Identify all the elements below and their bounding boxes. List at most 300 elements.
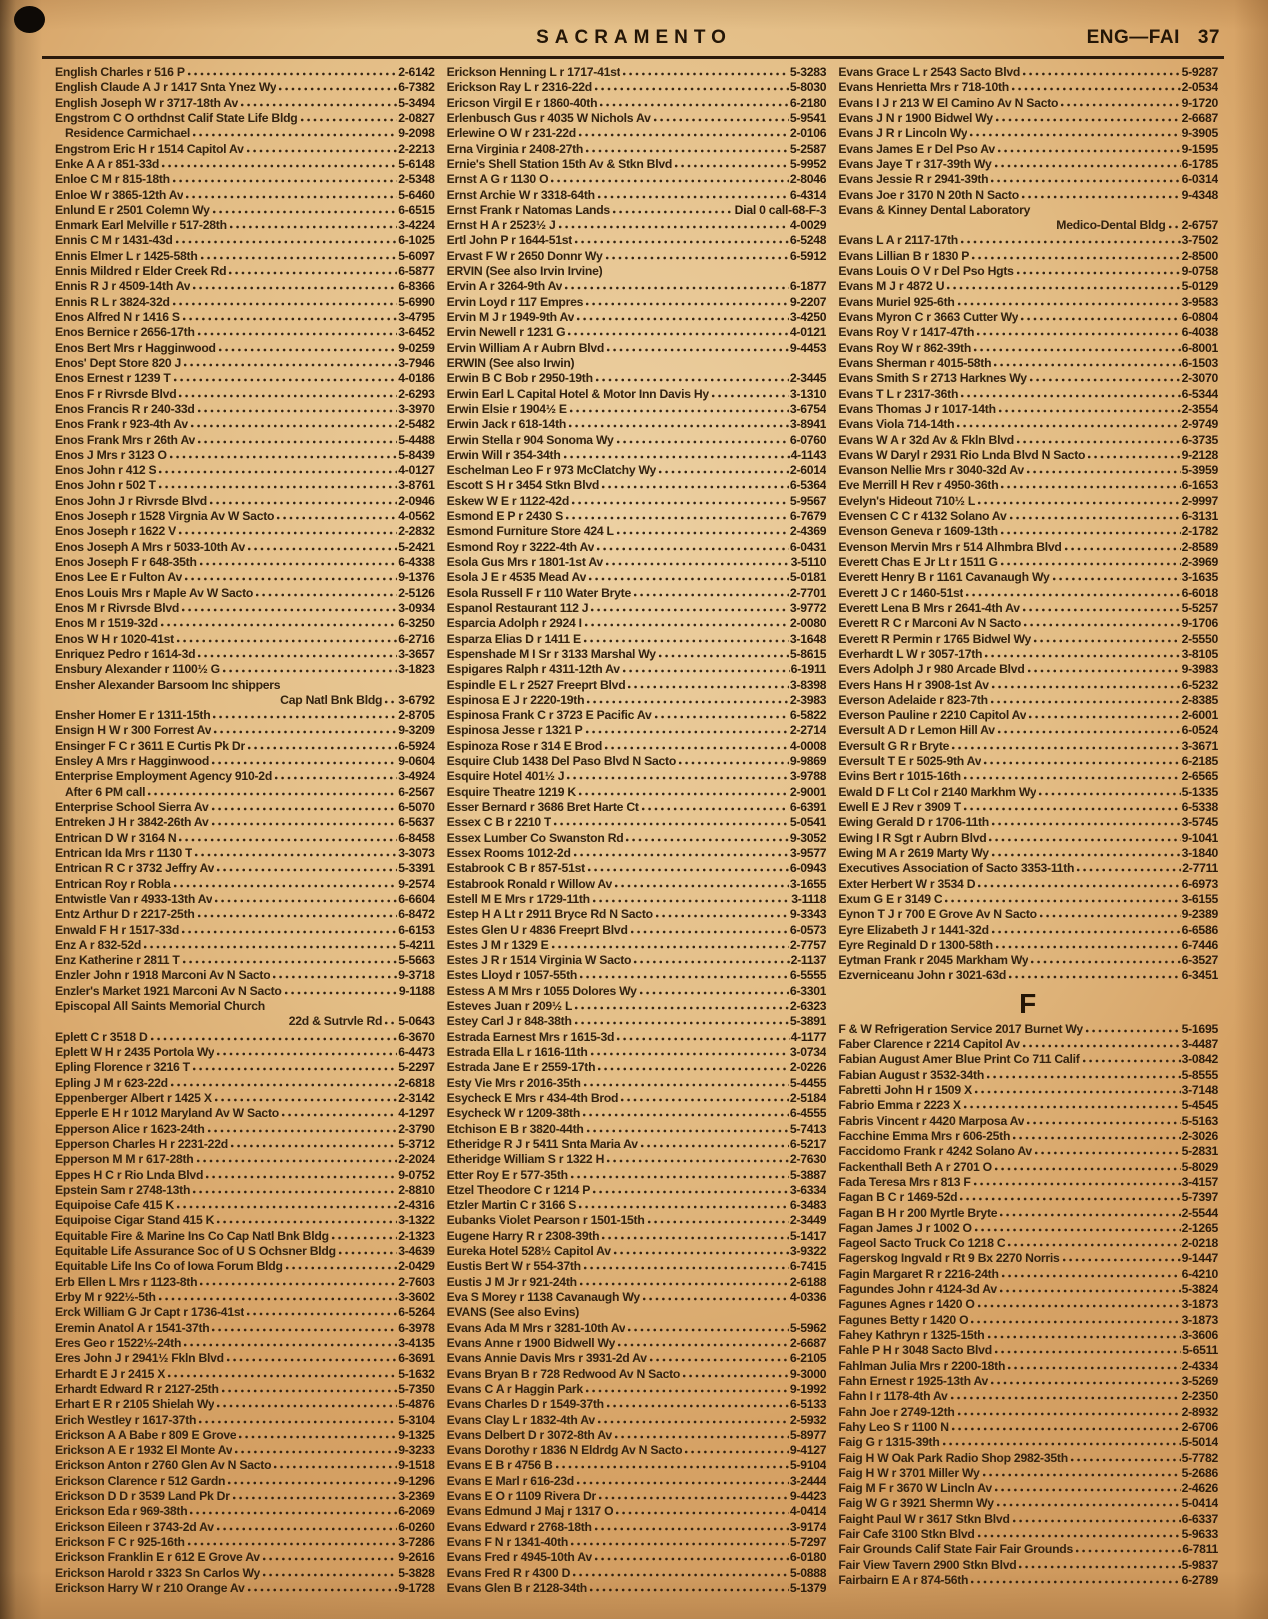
- entry-name: Espinosa Frank C r 3723 E Pacific Av: [446, 708, 652, 723]
- dot-leader: [983, 648, 1180, 658]
- directory-entry: [838, 586, 1218, 601]
- entry-name: Ewell E J Rev r 3909 T: [838, 800, 961, 814]
- dot-leader: [1006, 1360, 1180, 1370]
- entry-name: Eve Merrill H Rev r 4950-36th: [838, 478, 999, 493]
- entry-name: Espinosa E J r 2220-19th: [446, 692, 585, 707]
- entry-number: 5-4876: [398, 1397, 435, 1412]
- dot-leader: [596, 1061, 789, 1071]
- dot-leader: [596, 189, 789, 199]
- directory-entry: [447, 892, 827, 907]
- dot-leader: [976, 495, 1181, 505]
- entry-name: Essex C B r 2210 T: [446, 815, 552, 830]
- entry-name: Erlenbusch Gus r 4035 W Nichols Av: [446, 110, 651, 125]
- dot-leader: [976, 1298, 1181, 1308]
- entry-number: 2-0429: [398, 1259, 435, 1274]
- dot-leader: [166, 1368, 397, 1378]
- dot-leader: [1059, 97, 1180, 107]
- dot-leader: [945, 280, 1180, 290]
- entry-number: 3-4924: [398, 769, 435, 784]
- entry-name: Erwin Earl L Capital Hotel & Motor Inn Davis Hy: [446, 386, 709, 401]
- entry-number: 3-5110: [790, 555, 827, 569]
- entry-number: 2-8589: [1181, 539, 1219, 554]
- entry-name: Entwistle Van r 4933-13th Av: [55, 891, 213, 906]
- entry-name: Evans F N r 1341-40th: [446, 1535, 569, 1549]
- entry-number: 5-2297: [398, 1060, 435, 1075]
- directory-entry: [838, 310, 1218, 325]
- directory-entry: [447, 387, 827, 402]
- entry-number: 5-4455: [789, 1075, 827, 1090]
- entry-name: Evans Muriel 925-6th: [838, 294, 955, 309]
- dot-leader: [233, 1444, 397, 1454]
- entry-number: 6-5217: [789, 1136, 827, 1151]
- directory-entry: [55, 968, 435, 983]
- entry-name: Epperson Alice r 1623-24th: [55, 1121, 205, 1136]
- dot-leader: [175, 1199, 397, 1209]
- entry-number: 2-6565: [1181, 769, 1219, 784]
- directory-entry: [55, 1504, 435, 1519]
- dot-leader: [593, 81, 789, 91]
- entry-number: 9-1595: [1181, 141, 1219, 156]
- directory-entry: [838, 1206, 1218, 1221]
- column-2: [447, 65, 827, 1601]
- entry-name: Entz Arthur D r 2217-25th: [55, 907, 195, 922]
- dot-leader: [299, 112, 398, 122]
- directory-entry: [838, 172, 1218, 187]
- directory-entry: [55, 1413, 435, 1428]
- dot-leader: [648, 1352, 789, 1362]
- entry-number: 2-3790: [398, 1121, 435, 1136]
- directory-entry: [447, 831, 827, 846]
- directory-entry: [838, 1160, 1218, 1175]
- entry-name: Enos Joseph r 1528 Virgnia Av W Sacto: [55, 509, 275, 524]
- entry-number: 6-4473: [398, 1045, 435, 1059]
- directory-entry: [55, 846, 435, 861]
- directory-entry: [447, 417, 827, 432]
- entry-number: 5-1695: [1181, 1021, 1219, 1036]
- entry-number: 5-3391: [398, 861, 435, 876]
- entry-name: Ensinger F C r 3611 E Curtis Pk Dr: [55, 738, 245, 753]
- dot-leader: [554, 1459, 789, 1469]
- dot-leader: [989, 694, 1181, 704]
- dot-leader: [552, 816, 789, 826]
- entry-name: Enos John r 502 T: [55, 478, 156, 493]
- dot-leader: [598, 97, 789, 107]
- entry-number: 3-9577: [789, 845, 827, 860]
- entry-name: Facchine Emma Mrs r 606-25th: [838, 1128, 1011, 1143]
- entry-number: 5-4488: [398, 432, 435, 447]
- directory-entry: [838, 203, 1218, 218]
- entry-number: 5-6097: [398, 248, 435, 263]
- dot-leader: [1027, 709, 1180, 719]
- entry-number: 5-3283: [789, 65, 827, 79]
- entry-name: Enos Bernice r 2656-17th: [55, 325, 195, 340]
- dot-leader: [193, 847, 397, 857]
- entry-number: 6-5232: [1181, 677, 1219, 692]
- dot-leader: [149, 1031, 398, 1041]
- directory-entry: [838, 279, 1218, 294]
- dot-leader: [941, 1436, 1181, 1446]
- directory-entry: [55, 1550, 435, 1565]
- directory-entry: [447, 1397, 827, 1412]
- entry-name: Ennis Mildred r Elder Creek Rd: [55, 264, 227, 279]
- dot-leader: [177, 832, 397, 842]
- entry-number: 2-5932: [789, 1412, 827, 1427]
- entry-number: 5-9633: [1181, 1527, 1219, 1542]
- directory-entry: [55, 831, 435, 846]
- entry-name: Erickson Harry W r 210 Orange Av: [55, 1580, 245, 1595]
- directory-entry: [447, 1489, 827, 1504]
- dot-leader: [646, 1214, 789, 1224]
- dot-leader: [577, 786, 789, 796]
- directory-entry: [447, 1305, 827, 1320]
- dot-leader: [226, 1475, 397, 1485]
- entry-name: Estell M E Mrs r 1729-11th: [446, 891, 590, 906]
- entry-number: 3-9322: [789, 1244, 827, 1259]
- dot-leader: [246, 1582, 398, 1592]
- entry-name: Evans I J r 213 W El Camino Av N Sacto: [838, 95, 1059, 110]
- entry-name: Erickson Ray L r 2316-22d: [446, 80, 592, 95]
- entry-number: 6-3527: [1181, 953, 1219, 968]
- dot-leader: [964, 587, 1180, 597]
- dot-leader: [210, 1322, 397, 1332]
- directory-entry: [447, 478, 827, 493]
- dot-leader: [585, 1123, 789, 1133]
- directory-entry: [447, 1259, 827, 1274]
- dot-leader: [186, 66, 397, 76]
- entry-name: Erickson Franklin E r 612 E Grove Av: [55, 1550, 260, 1565]
- entry-name: Everett Lena B Mrs r 2641-4th Av: [838, 600, 1020, 615]
- dot-leader: [589, 1046, 789, 1056]
- dot-leader: [1015, 265, 1181, 275]
- entry-name: Evans E O r 1109 Rivera Dr: [446, 1489, 596, 1504]
- dot-leader: [199, 250, 398, 260]
- column-1: [55, 65, 435, 1601]
- entry-number: 4-1297: [398, 1106, 435, 1121]
- entry-number: 6-7811: [1182, 1542, 1219, 1557]
- entry-name: Evans Fred R r 4300 D: [446, 1565, 571, 1580]
- entry-name: Espanol Restaurant 112 J: [446, 600, 589, 615]
- directory-entry: [838, 647, 1218, 662]
- entry-name: Faight Paul W r 3617 Stkn Blvd: [838, 1511, 1010, 1526]
- directory-entry: [838, 1221, 1218, 1236]
- entry-name: Enos Louis Mrs r Maple Av W Sacto: [55, 585, 254, 600]
- entry-name: Erb Ellen L Mrs r 1123-8th: [55, 1274, 198, 1289]
- directory-entry: [55, 1474, 435, 1489]
- directory-entry: [55, 80, 435, 95]
- dot-leader: [589, 602, 789, 612]
- directory-entry: [838, 417, 1218, 432]
- entry-number: 6-4314: [789, 187, 827, 202]
- entry-name: Ernst A G r 1130 O: [446, 172, 549, 187]
- dot-leader: [1051, 571, 1181, 581]
- entry-number: 2-3142: [398, 1090, 435, 1105]
- dot-leader: [615, 434, 789, 444]
- entry-name: Eskew W E r 1122-42d: [446, 493, 570, 508]
- dot-leader: [198, 1276, 397, 1286]
- directory-entry: [447, 754, 827, 769]
- entry-name: Erickson A A Babe r 809 E Grove: [55, 1427, 237, 1442]
- entry-name: Everett Henry B r 1161 Cavanaugh Wy: [838, 570, 1050, 585]
- entry-name: Enterprise Employment Agency 910-2d: [55, 769, 273, 784]
- entry-name: Eyre Elizabeth J r 1441-32d: [838, 922, 989, 937]
- entry-number: 6-5364: [789, 478, 827, 493]
- entry-name: Etter Roy E r 577-35th: [446, 1167, 568, 1182]
- entry-number: 5-7297: [789, 1535, 827, 1549]
- entry-name: Evans Joe r 3170 N 20th N Sacto: [838, 187, 1019, 202]
- directory-entry: [838, 1251, 1218, 1266]
- entry-name: Eureka Hotel 528½ Capitol Av: [446, 1244, 611, 1259]
- directory-entry: [55, 188, 435, 203]
- entry-number: 2-6706: [1181, 1419, 1219, 1434]
- entry-number: 3-7286: [398, 1535, 435, 1549]
- dot-leader: [1029, 954, 1180, 964]
- entry-number: 6-0260: [398, 1519, 435, 1534]
- dot-leader: [261, 1551, 397, 1561]
- entry-number: 5-2686: [1181, 1465, 1219, 1480]
- entry-number: 3-8941: [789, 417, 827, 432]
- entry-name: Enloe W r 3865-12th Av: [55, 187, 184, 202]
- entry-number: 3-8761: [398, 478, 435, 493]
- entry-name: Ervast F W r 2650 Donnr Wy: [446, 248, 603, 263]
- dot-leader: [641, 1291, 789, 1301]
- entry-name: Eversult A D r Lemon Hill Av: [838, 723, 995, 738]
- dot-leader: [174, 234, 398, 244]
- entry-number: 3-1635: [1181, 570, 1219, 585]
- directory-entry: [838, 601, 1218, 616]
- dot-leader: [211, 709, 397, 719]
- dot-leader: [998, 1207, 1180, 1217]
- directory-entry: [55, 1091, 435, 1106]
- directory-entry: [447, 126, 827, 141]
- dot-leader: [225, 1352, 397, 1362]
- entry-number: 4-0414: [789, 1504, 827, 1519]
- entry-name: Eustis Bert W r 554-37th: [446, 1259, 581, 1274]
- entry-name: English Joseph W r 3717-18th Av: [55, 95, 239, 110]
- entry-number: 6-5924: [398, 738, 435, 753]
- entry-number: 2-5348: [398, 172, 435, 187]
- entry-number: 9-1296: [398, 1473, 435, 1488]
- entry-name: Esquire Club 1438 Del Paso Blvd N Sacto: [446, 754, 677, 769]
- dot-leader: [1015, 434, 1181, 444]
- entry-number: 5-3824: [1181, 1282, 1219, 1297]
- entry-name: Estrada Earnest Mrs r 1615-3d: [446, 1029, 615, 1044]
- dot-leader: [999, 479, 1180, 489]
- entry-number: 6-0573: [789, 922, 827, 937]
- entry-number: 9-4127: [789, 1443, 827, 1458]
- dot-leader: [654, 908, 789, 918]
- dot-leader: [591, 893, 790, 903]
- entry-name: Estes J M r 1329 E: [446, 937, 549, 952]
- dot-leader: [228, 219, 397, 229]
- entry-number: 9-9869: [789, 754, 827, 769]
- directory-entry: [55, 387, 435, 402]
- directory-entry: [55, 310, 435, 325]
- entry-name: Entrican Roy r Robla: [55, 876, 171, 891]
- directory-entry: [55, 494, 435, 509]
- entry-number: 9-3209: [398, 723, 435, 738]
- entry-number: 6-4038: [1181, 325, 1219, 340]
- entry-name: Enos Francis R r 240-33d: [55, 401, 195, 416]
- entry-name: Evans W Daryl r 2931 Rio Lnda Blvd N Sacto: [838, 447, 1086, 462]
- entry-number: 5-2421: [398, 539, 435, 554]
- directory-entry: [447, 448, 827, 463]
- dot-leader: [1010, 81, 1181, 91]
- entry-number: 9-1188: [398, 983, 435, 998]
- dot-leader: [638, 985, 789, 995]
- entry-name: Enlund E r 2501 Colemn Wy: [55, 202, 210, 217]
- directory-entry: [55, 1428, 435, 1443]
- dot-leader: [677, 755, 789, 765]
- entry-number: 2-5482: [398, 417, 435, 432]
- directory-entry: [447, 157, 827, 172]
- entry-name: Exter Herbert W r 3534 D: [838, 876, 976, 891]
- entry-number: 6-7415: [789, 1259, 827, 1274]
- dot-leader: [629, 924, 789, 934]
- directory-entry: [838, 1297, 1218, 1312]
- directory-entry: [55, 417, 435, 432]
- entry-number: 9-1728: [398, 1580, 435, 1595]
- entry-name: Ennis R L r 3824-32d: [55, 294, 170, 309]
- entry-number: 5-6990: [398, 294, 435, 309]
- directory-entry: [838, 708, 1218, 723]
- directory-entry: [447, 509, 827, 524]
- dot-leader: [171, 173, 397, 183]
- dot-leader: [277, 81, 397, 91]
- directory-entry: [838, 1512, 1218, 1527]
- entry-name: Faccidomo Frank r 4242 Solano Av: [838, 1144, 1032, 1159]
- directory-entry: [55, 1213, 435, 1228]
- directory-entry: [838, 540, 1218, 555]
- entry-number: 6-5637: [398, 815, 435, 830]
- entry-name: Estep H A Lt r 2911 Bryce Rd N Sacto: [446, 907, 653, 922]
- directory-entry: [838, 433, 1218, 448]
- directory-entry: [447, 1474, 827, 1489]
- directory-entry: [838, 463, 1218, 478]
- entry-number: 6-5344: [1181, 386, 1219, 401]
- directory-entry: [55, 555, 435, 570]
- entry-number: 5-8555: [1181, 1067, 1219, 1082]
- entry-name: Ensbury Alexander r 1100½ G: [55, 662, 220, 677]
- dot-leader: [204, 1169, 397, 1179]
- directory-entry: [838, 264, 1218, 279]
- directory-entry: [838, 953, 1218, 968]
- dot-leader: [215, 1046, 397, 1056]
- dot-leader: [612, 1245, 789, 1255]
- entry-number: 3-5745: [1181, 815, 1219, 830]
- entry-number: 2-9749: [1181, 417, 1219, 432]
- header-rule: [42, 56, 1224, 59]
- entry-name: Faig H W r 3701 Miller Wy: [838, 1465, 980, 1480]
- entry-number: 9-1447: [1181, 1251, 1219, 1266]
- dot-leader: [1017, 1559, 1180, 1569]
- entry-number: 2-1782: [1181, 524, 1219, 539]
- entry-name: Evans Henrietta Mrs r 718-10th: [838, 80, 1009, 95]
- dot-leader: [996, 724, 1181, 734]
- directory-entry: [55, 815, 435, 830]
- dot-leader: [160, 158, 397, 168]
- entry-number: 2-4316: [398, 1198, 435, 1213]
- entry-name: Esmond Roy r 3222-4th Av: [446, 539, 595, 554]
- directory-entry: [447, 1122, 827, 1137]
- entry-number: 3-6155: [1181, 891, 1219, 906]
- directory-entry: [838, 218, 1218, 233]
- entry-number: 6-6515: [398, 202, 435, 217]
- directory-entry: [447, 341, 827, 356]
- entry-name: Estabrook Ronald r Willow Av: [446, 876, 613, 891]
- dot-leader: [995, 1497, 1181, 1507]
- entry-number: 5-9567: [789, 493, 827, 508]
- entry-number: 2-4626: [1181, 1481, 1219, 1496]
- directory-entry: [838, 126, 1218, 141]
- dot-leader: [191, 1184, 397, 1194]
- directory-entry: [55, 433, 435, 448]
- directory-entry: [447, 1351, 827, 1366]
- directory-entry: [55, 172, 435, 187]
- dot-leader: [1063, 541, 1181, 551]
- entry-name: Esola Gus Mrs r 1801-1st Av: [446, 555, 603, 569]
- entry-number: 5-3828: [398, 1565, 435, 1580]
- entry-number: 6-5338: [1181, 800, 1219, 814]
- dot-leader: [186, 1536, 398, 1546]
- entry-name: ERVIN (See also Irvin Irvine): [446, 264, 603, 279]
- entry-number: 6-3691: [398, 1351, 435, 1366]
- entry-name: Equitable Fire & Marine Ins Co Cap Natl Bnk Bldg: [55, 1228, 329, 1243]
- directory-entry: [55, 1458, 435, 1473]
- dot-leader: [591, 1184, 789, 1194]
- directory-entry: [447, 907, 827, 922]
- entry-name: Fagundes John r 4124-3d Av: [838, 1282, 997, 1297]
- dot-leader: [976, 1528, 1181, 1538]
- entry-name: Engstrom C O orthdnst Calif State Life Bldg: [55, 110, 298, 125]
- entry-number: 3-4157: [1181, 1174, 1219, 1189]
- entry-name: Esser Bernard r 3686 Bret Harte Ct: [446, 800, 639, 814]
- directory-entry: [838, 402, 1218, 417]
- entry-name: Evans M J r 4872 U: [838, 279, 945, 294]
- dot-leader: [958, 1191, 1180, 1201]
- dot-leader: [564, 510, 789, 520]
- entry-number: 6-5912: [789, 248, 827, 263]
- directory-entry: [55, 570, 435, 585]
- entry-name: Exum G E r 3149 C: [838, 891, 943, 906]
- directory-entry: [55, 1305, 435, 1320]
- entry-name: Fabris Vincent r 4420 Marposa Av: [838, 1113, 1025, 1128]
- entry-number: 9-1376: [398, 570, 435, 585]
- dot-leader: [182, 357, 397, 367]
- entry-number: 6-0760: [789, 432, 827, 447]
- dot-leader: [710, 388, 789, 398]
- dot-leader: [196, 908, 398, 918]
- entry-number: 2-4369: [789, 524, 827, 539]
- dot-leader: [593, 1551, 789, 1561]
- page-header-right: [1087, 27, 1220, 49]
- dot-leader: [227, 265, 397, 275]
- dot-leader: [973, 1084, 1181, 1094]
- dot-leader: [587, 571, 789, 581]
- entry-number: 6-3301: [789, 983, 827, 998]
- entry-name: Everett Chas E Jr Lt r 1511 G: [838, 555, 998, 569]
- entry-name: Faig W G r 3921 Shermn Wy: [838, 1496, 994, 1511]
- directory-entry: [447, 96, 827, 111]
- dot-leader: [632, 587, 789, 597]
- directory-entry: [55, 1581, 435, 1596]
- entry-number: 5-2831: [1181, 1144, 1219, 1159]
- entry-number: 2-2350: [1181, 1389, 1219, 1404]
- entry-number: 5-9952: [789, 156, 827, 171]
- entry-name: Ervin Newell r 1231 G: [446, 325, 566, 340]
- directory-entry: [55, 218, 435, 233]
- entry-name: Estrada Jane E r 2559-17th: [446, 1060, 596, 1075]
- directory-entry: [447, 938, 827, 953]
